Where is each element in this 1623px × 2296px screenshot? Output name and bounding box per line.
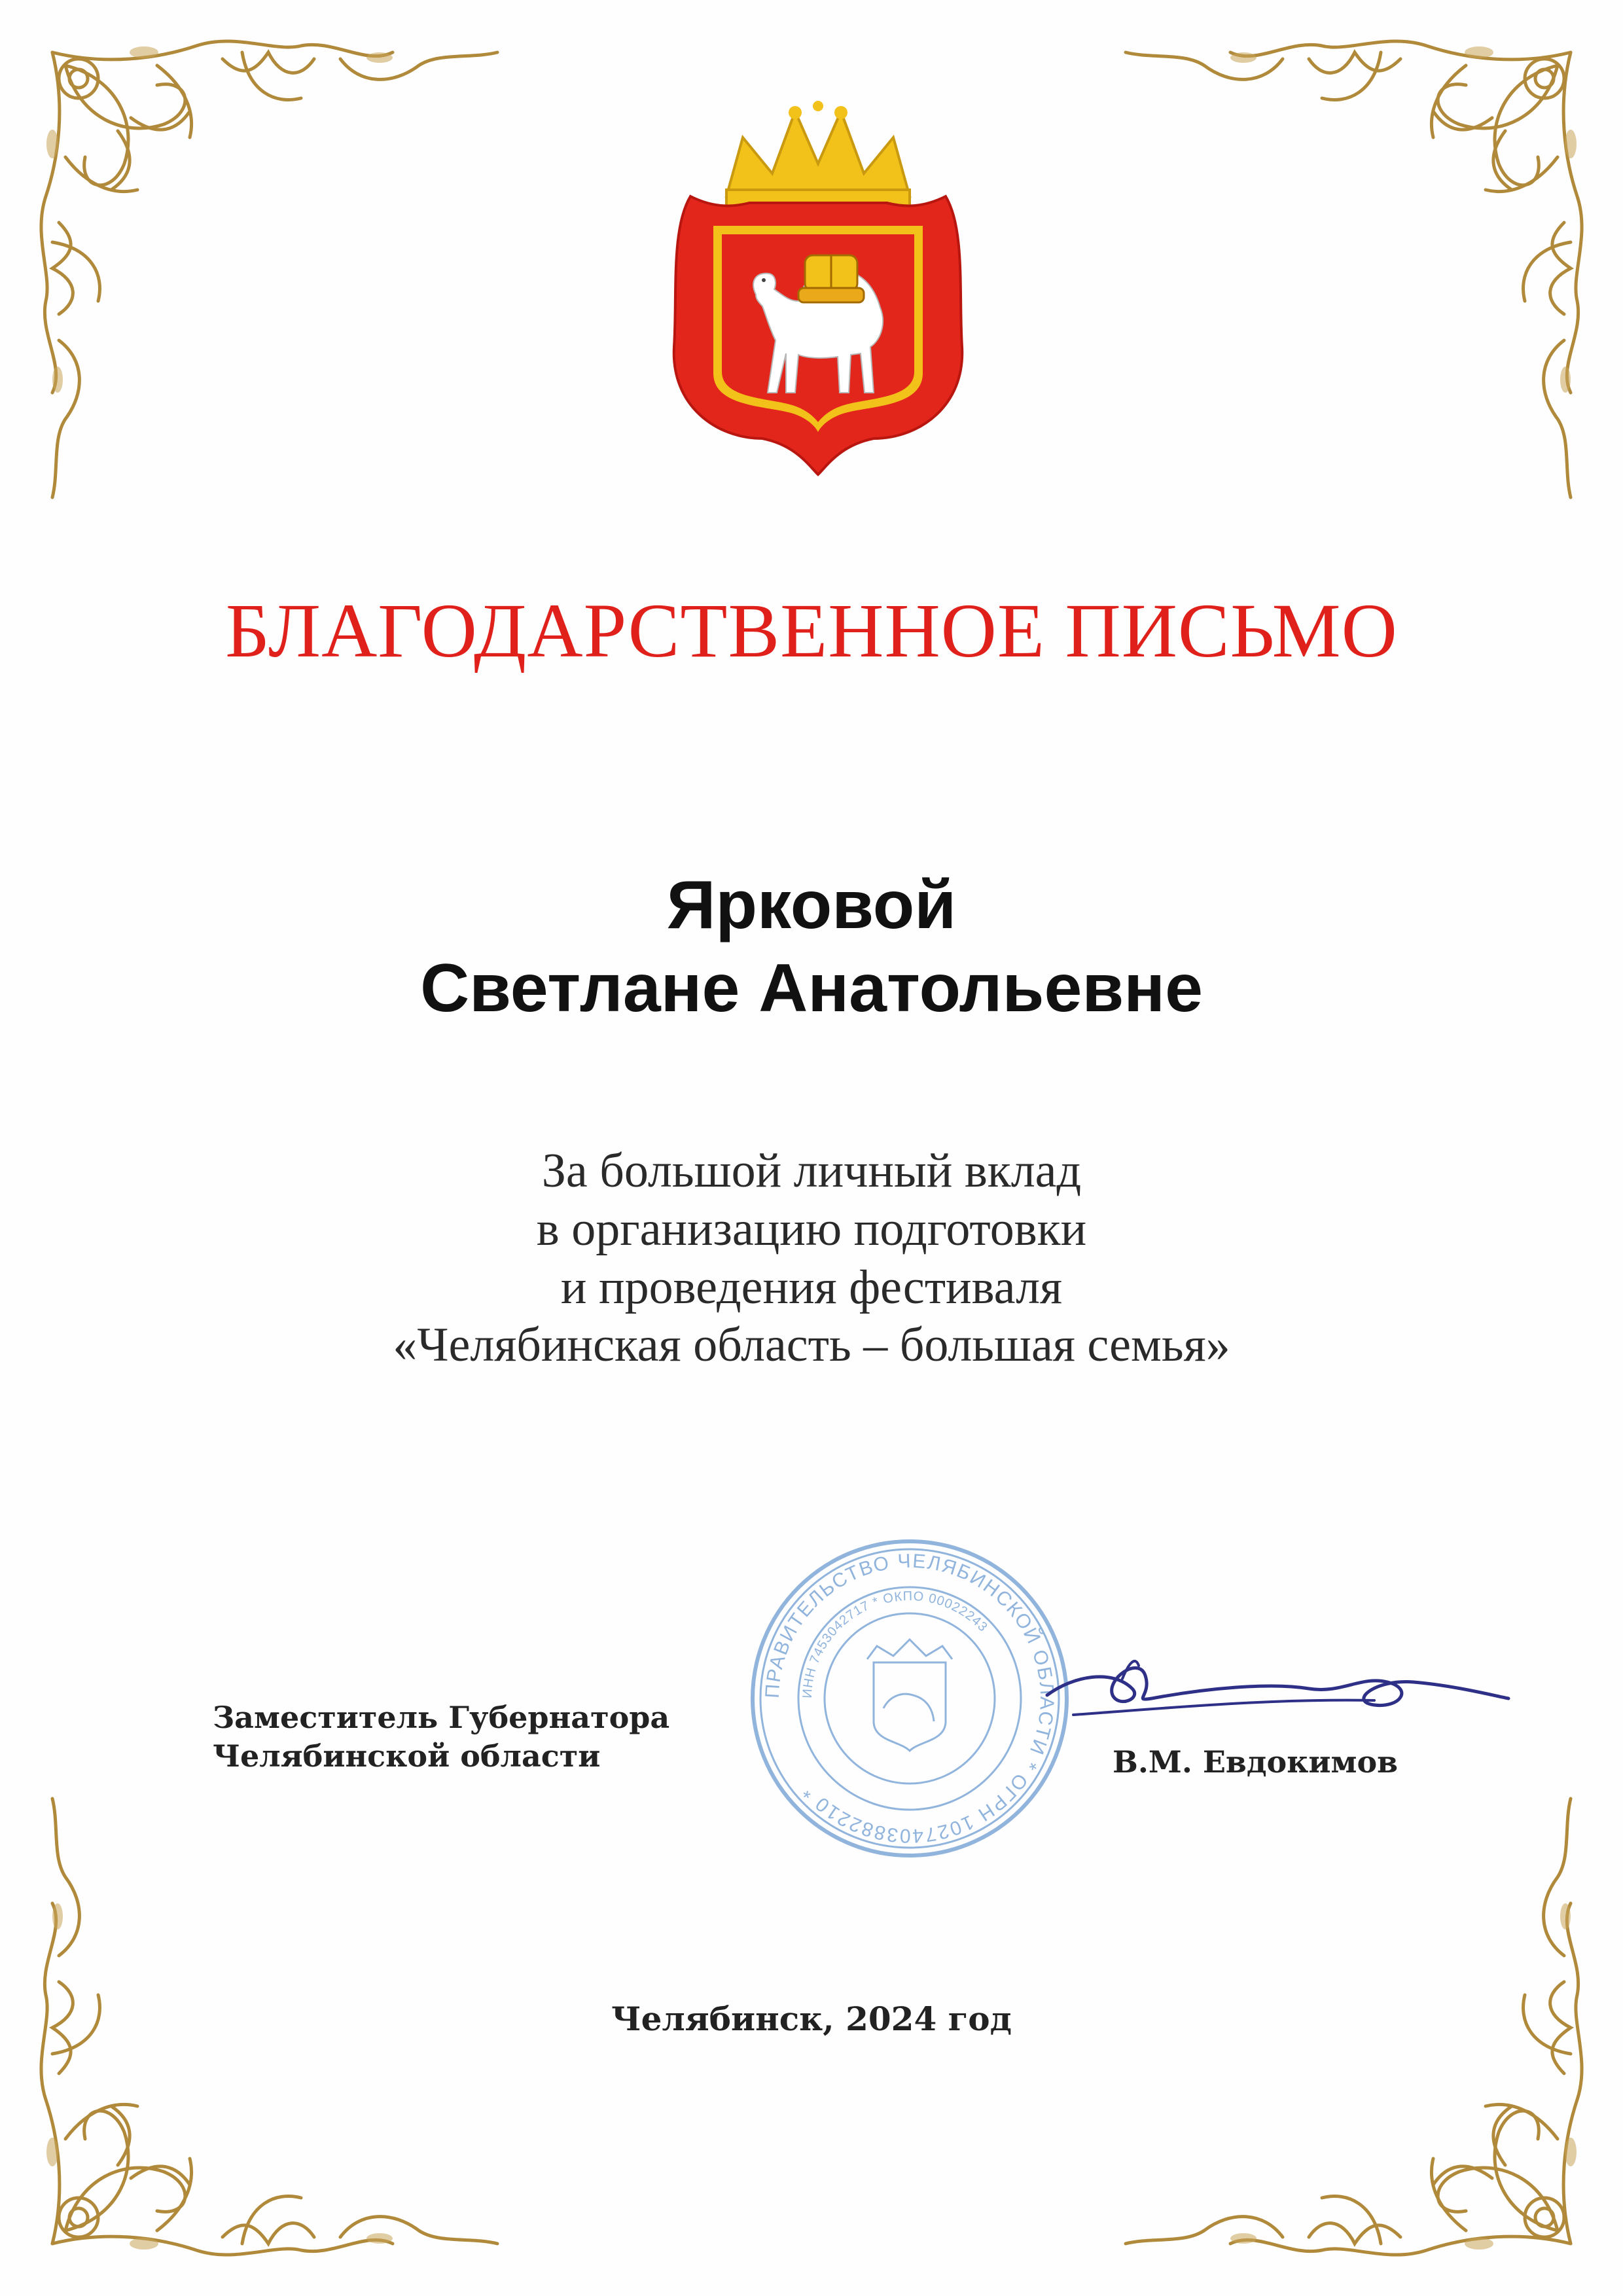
reason-line: За большой личный вклад: [541, 1144, 1082, 1198]
floral-ornament-icon: [1086, 26, 1597, 537]
letter-title: БЛАГОДАРСТВЕННОЕ ПИСЬМО: [225, 588, 1398, 673]
svg-text:ИНН 7453042717 * ОКПО 00022243: [800, 1589, 991, 1698]
signer-position: [213, 1698, 669, 1776]
place-and-year: Челябинск, 2024 год: [611, 2000, 1012, 2038]
reason-line: в организацию подготовки: [536, 1202, 1087, 1256]
seal-inner-text: ИНН 7453042717 * ОКПО 00022243: [800, 1588, 991, 1699]
seal-outer-text: ПРАВИТЕЛЬСТВО ЧЕЛЯБИНСКОЙ ОБЛАСТИ * ОГРН 1027403882210 *: [761, 1550, 1058, 1847]
chelyabinsk-coat-of-arms-icon: [664, 98, 972, 478]
signer-position-line: Челябинской области: [213, 1738, 601, 1774]
recipient-name: [0, 864, 1623, 1030]
official-seal-icon: [743, 1532, 1077, 1865]
floral-ornament-icon: [26, 26, 537, 537]
reason-text: [0, 1142, 1623, 1374]
recipient-surname: Ярковой: [666, 867, 957, 943]
signer-position-line: Заместитель Губернатора: [213, 1700, 670, 1735]
reason-line: «Челябинская область – большая семья»: [393, 1318, 1230, 1372]
recipient-given-names: Светлане Анатольевне: [420, 950, 1203, 1026]
signer-name: В.М. Евдокимов: [1113, 1744, 1399, 1780]
reason-line: и проведения фестиваля: [560, 1260, 1063, 1314]
